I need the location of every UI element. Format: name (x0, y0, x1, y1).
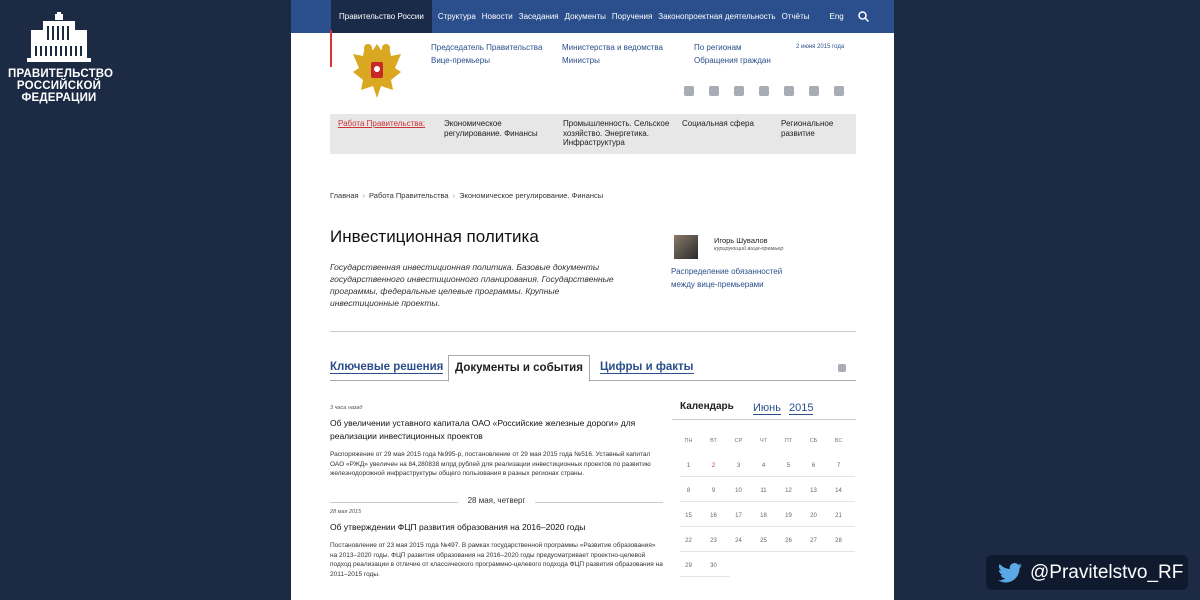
calendar-day[interactable]: 12 (785, 488, 792, 494)
calendar-year[interactable]: 2015 (789, 402, 814, 414)
logo-title (8, 68, 114, 104)
calendar-day[interactable]: 13 (810, 488, 817, 494)
current-date: 2 июня 2015 года (796, 44, 845, 50)
calendar-rule (680, 501, 855, 502)
top-navigation (291, 0, 894, 33)
calendar-day[interactable]: 10 (735, 488, 742, 494)
nav-government-russia[interactable]: Правительство России (331, 0, 432, 33)
twitter-badge[interactable] (986, 555, 1188, 590)
nav-item-news[interactable]: Новости (481, 12, 513, 21)
calendar-day[interactable]: 27 (810, 538, 817, 544)
twitter-handle: @Pravitelstvo_RF (1030, 561, 1184, 583)
divider (330, 331, 856, 332)
section-regional[interactable]: Региональное развитие (781, 119, 834, 138)
news-list (330, 405, 663, 579)
duties-link[interactable]: Распределение обязанностей между вице-премьерами (671, 267, 783, 289)
calendar-weekday: СР (734, 438, 743, 444)
news-time: 28 мая 2015 (330, 508, 362, 515)
calendar-day[interactable]: 25 (760, 538, 767, 544)
chevron-right-icon: › (362, 191, 366, 200)
calendar-rule (680, 576, 730, 577)
avatar[interactable] (674, 235, 698, 259)
calendar-day[interactable]: 14 (835, 488, 842, 494)
breadcrumb-economy[interactable]: Экономическое регулирование. Финансы (459, 191, 604, 200)
calendar-day[interactable]: 5 (786, 463, 791, 469)
calendar-day[interactable]: 24 (735, 538, 742, 544)
tab-key-decisions[interactable]: Ключевые решения (330, 361, 444, 373)
day-separator (330, 489, 663, 503)
section-social[interactable]: Социальная сфера (682, 119, 754, 128)
link-ministries[interactable]: Министерства и ведомства (562, 43, 664, 52)
work-label[interactable]: Работа Правительства: (338, 119, 426, 128)
calendar-day[interactable]: 19 (785, 513, 792, 519)
calendar-weekdays (676, 438, 851, 463)
tab-documents-events[interactable]: Документы и события (448, 355, 590, 382)
calendar-title: Календарь (680, 401, 734, 412)
calendar-day[interactable]: 8 (686, 488, 691, 494)
language-switch[interactable]: Eng (829, 12, 844, 21)
calendar-weekday: ЧТ (759, 438, 768, 444)
government-work-bar (330, 114, 856, 154)
calendar-header (672, 393, 856, 420)
news-text: Распоряжение от 29 мая 2015 года №995-р, постановление от 29 мая 2015 года №516. Уставный капитал ОАО «РЖД» увеличен на 84,280838 млрд рублей для реализации инвестиционных проектов по развитию железнодорожной инфраструктуры общего пользования в разных регионах страны. (330, 451, 651, 477)
calendar-day[interactable]: 26 (785, 538, 792, 544)
calendar-weekday: ВТ (710, 438, 717, 444)
nav-item-instructions[interactable]: Поручения (611, 12, 653, 21)
nav-item-documents[interactable]: Документы (564, 12, 606, 21)
breadcrumb-work[interactable]: Работа Правительства (369, 191, 449, 200)
calendar-day[interactable]: 11 (760, 488, 767, 494)
header-links-3 (694, 42, 771, 67)
calendar-weekday: ВС (834, 438, 843, 444)
calendar-week (676, 538, 851, 563)
nav-item-structure[interactable]: Структура (437, 12, 476, 21)
coat-of-arms-icon[interactable] (351, 40, 403, 100)
calendar-day[interactable]: 7 (836, 463, 841, 469)
day-separator-label: 28 мая, четверг (458, 496, 536, 505)
calendar-weekday: ПТ (784, 438, 793, 444)
news-text: Постановление от 23 мая 2015 года №497. В рамках государственной программы «Развитие образования» на 2013–2020 годы. ФЦП развития образования на 2016–2020 годы предусматривает проектно-целевой подход реализации в отличие от классического программно-целевого подхода ФЦП развития образования на 2011–2015 годы. (330, 542, 663, 578)
link-ministers[interactable]: Министры (562, 55, 600, 65)
list-item (330, 405, 663, 479)
calendar-week (676, 463, 851, 488)
list-item (330, 509, 663, 580)
calendar-day[interactable]: 21 (835, 513, 842, 519)
rss-icon[interactable] (834, 86, 844, 96)
logo-line: РОССИЙСКОЙ (16, 80, 102, 92)
calendar-day[interactable]: 30 (710, 563, 717, 569)
calendar-rule (680, 551, 855, 552)
tab-facts-figures[interactable]: Цифры и факты (600, 361, 694, 373)
search-icon[interactable] (858, 11, 869, 22)
calendar-rule (680, 476, 855, 477)
rss-icon[interactable] (838, 364, 846, 372)
calendar-week (676, 513, 851, 538)
link-prime-minister[interactable]: Председатель Правительства (431, 43, 543, 52)
calendar-day[interactable]: 9 (711, 488, 716, 494)
header-links-2 (562, 42, 663, 67)
calendar-day[interactable]: 15 (685, 513, 692, 519)
calendar-day[interactable]: 4 (761, 463, 766, 469)
calendar-day[interactable]: 2 (711, 463, 716, 469)
section-industry[interactable]: Промышленность. Сельское хозяйство. Энергетика. Инфраструктура (563, 119, 670, 147)
eye-icon[interactable] (809, 86, 819, 96)
youtube-icon[interactable] (734, 86, 744, 96)
twitter-icon (998, 563, 1022, 583)
calendar-day[interactable]: 17 (735, 513, 742, 519)
content-tabs (330, 355, 856, 381)
accent-bar (330, 30, 332, 67)
section-economy[interactable]: Экономическое регулирование. Финансы (444, 119, 538, 138)
news-title[interactable]: Об увеличении уставного капитала ОАО «Российские железные дороги» для реализации инвестиционных проектов (330, 418, 636, 441)
header-links-1 (431, 42, 542, 67)
person-name[interactable]: Игорь Шувалов (714, 236, 768, 245)
government-logo[interactable] (8, 12, 114, 104)
twitter-icon[interactable] (709, 86, 719, 96)
calendar-day[interactable]: 6 (811, 463, 816, 469)
calendar-weekday: СБ (809, 438, 818, 444)
calendar-day[interactable]: 28 (835, 538, 842, 544)
person-role: курирующий вице-премьер (714, 246, 784, 252)
breadcrumb-home[interactable]: Главная (330, 191, 359, 200)
calendar-month[interactable]: Июнь (753, 402, 781, 414)
white-house-icon (27, 12, 91, 64)
people-icon[interactable] (759, 86, 769, 96)
social-links (684, 86, 844, 96)
calendar-week (676, 563, 851, 588)
calendar-grid (676, 438, 851, 588)
calendar-day[interactable]: 3 (736, 463, 741, 469)
calendar-day[interactable]: 23 (710, 538, 717, 544)
mobile-icon[interactable] (784, 86, 794, 96)
calendar-rule (680, 526, 855, 527)
page-title: Инвестиционная политика (330, 227, 539, 246)
nav-item-legislation[interactable]: Законопроектная деятельность (658, 12, 776, 21)
photo-icon[interactable] (684, 86, 694, 96)
calendar-day[interactable]: 16 (710, 513, 717, 519)
calendar-day[interactable]: 22 (685, 538, 692, 544)
calendar (672, 393, 856, 569)
page-lead: Государственная инвестиционная политика. Базовые документы государственного инвестиционного планирования. Государственные программы, федеральные целевые программы. Крупные инвестиционные проекты. (330, 262, 614, 308)
chevron-right-icon: › (452, 191, 456, 200)
calendar-day[interactable]: 1 (686, 463, 691, 469)
news-title[interactable]: Об утверждении ФЦП развития образования на 2016–2020 годы (330, 521, 586, 532)
calendar-day[interactable]: 29 (685, 563, 692, 569)
calendar-day[interactable]: 18 (760, 513, 767, 519)
news-time: 3 часа назад (330, 405, 363, 411)
calendar-weekday: ПН (684, 438, 693, 444)
breadcrumb (330, 191, 603, 200)
nav-item-reports[interactable]: Отчёты (781, 12, 810, 21)
logo-line: ФЕДЕРАЦИИ (21, 92, 97, 104)
calendar-week (676, 488, 851, 513)
website-page (291, 0, 894, 600)
link-regions[interactable]: По регионам (694, 43, 742, 52)
link-vice-premiers[interactable]: Вице-премьеры (431, 55, 490, 65)
nav-item-meetings[interactable]: Заседания (518, 12, 559, 21)
calendar-day[interactable]: 20 (810, 513, 817, 519)
logo-line: ПРАВИТЕЛЬСТВО (8, 68, 114, 80)
link-citizen-appeals[interactable]: Обращения граждан (694, 55, 771, 65)
